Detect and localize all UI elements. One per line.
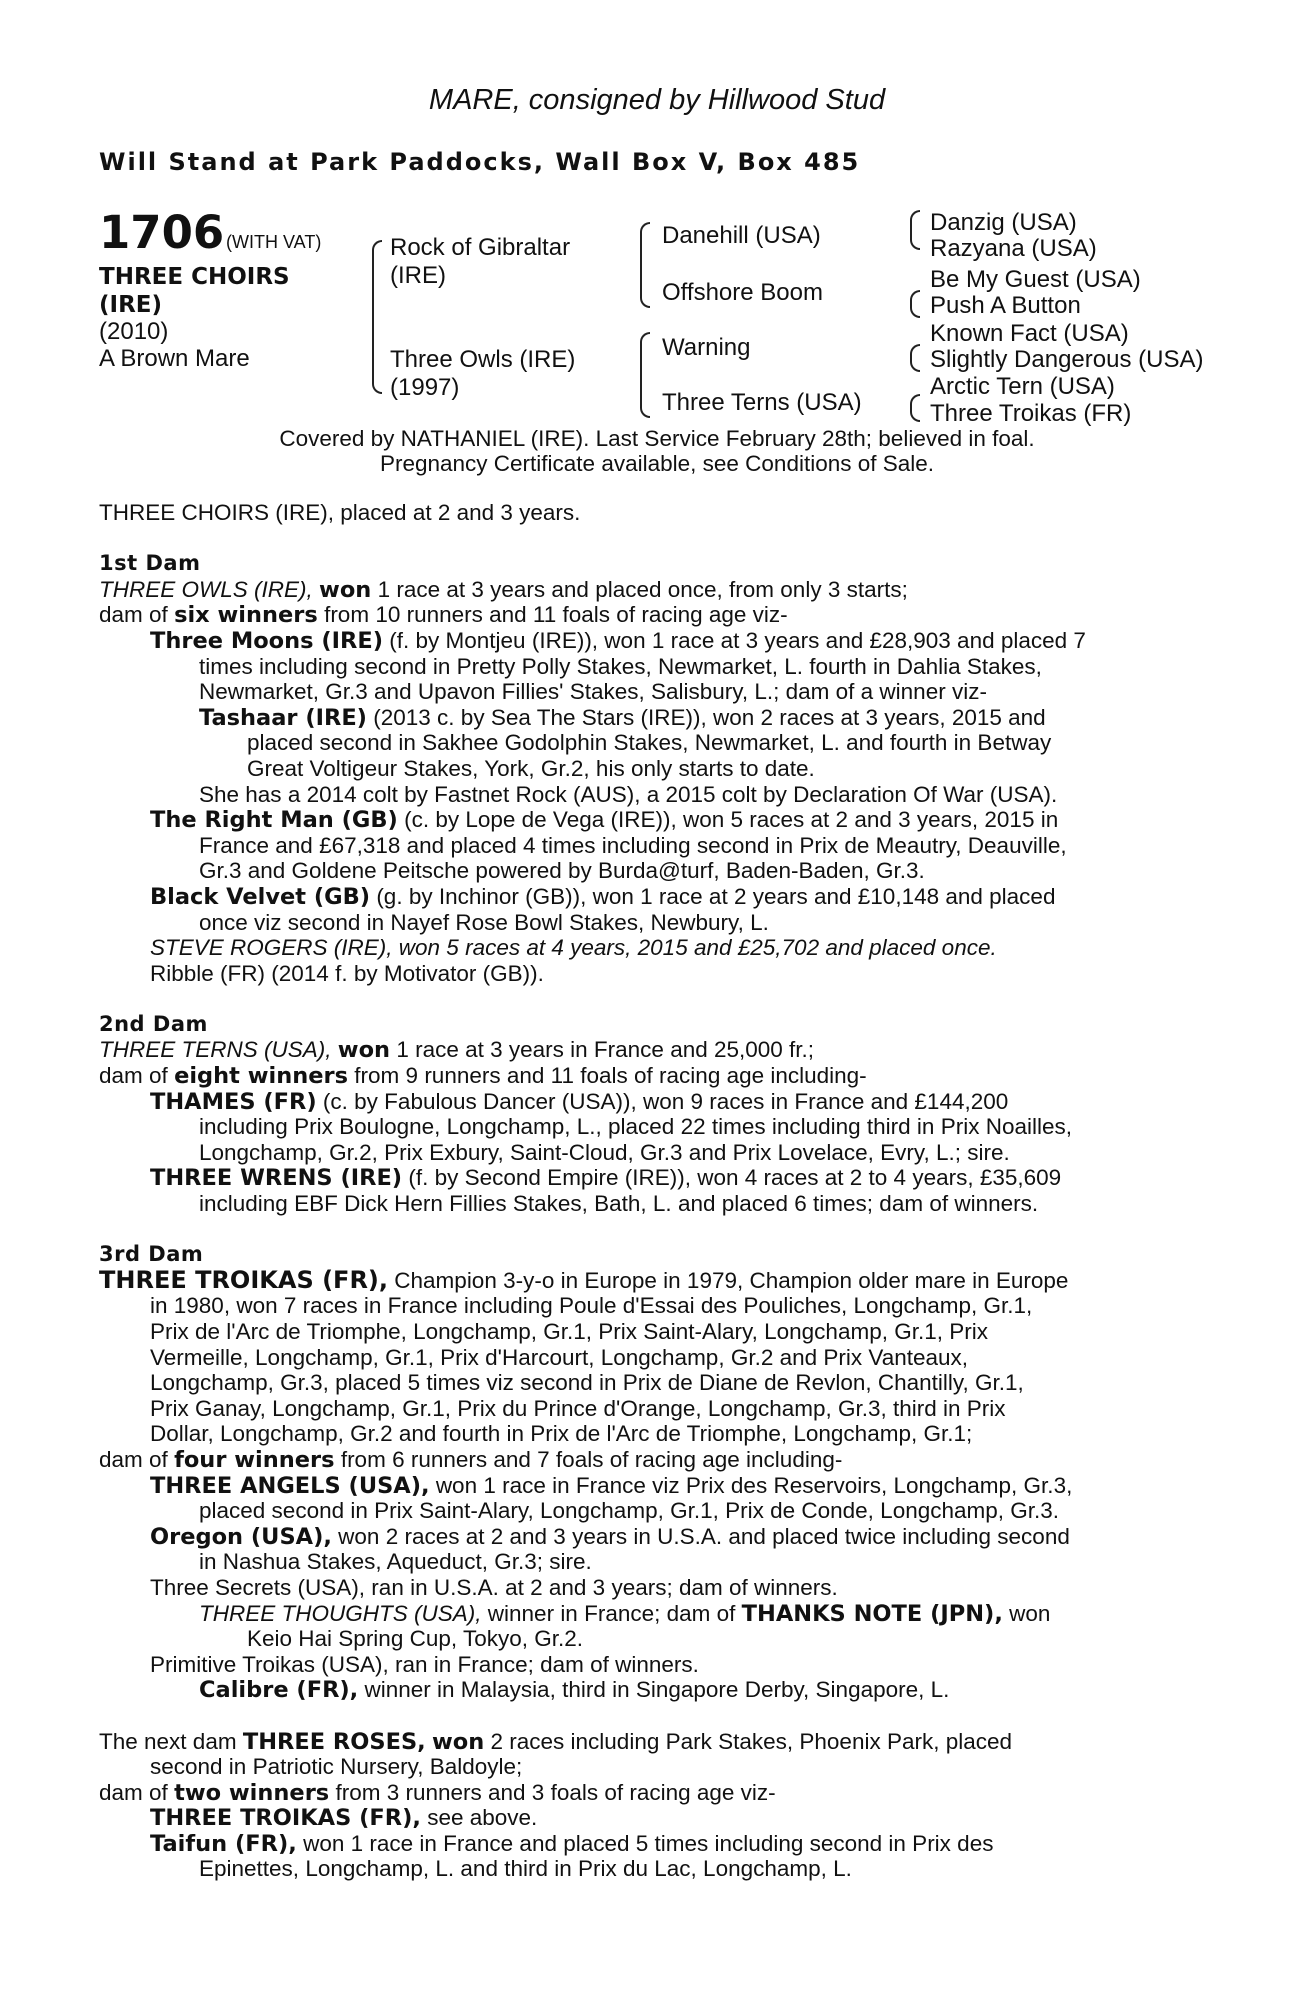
produce-entry: Black Velvet (GB) (g. by Inchinor (GB)), won 1 race at 2 years and £10,148 and placed — [150, 883, 1056, 910]
pedigree-brace — [910, 210, 920, 250]
produce-entry-cont: once viz second in Nayef Rose Bowl Stakes, Newbury, L. — [199, 909, 769, 935]
pedigree-brace — [910, 344, 920, 372]
produce-entry: THREE THOUGHTS (USA), winner in France; dam of THANKS NOTE (JPN), won — [199, 1600, 1051, 1627]
produce-entry: Three Secrets (USA), ran in U.S.A. at 2 and 3 years; dam of winners. — [150, 1574, 838, 1600]
catalogue-body — [99, 500, 1203, 1882]
pedigree-brace — [640, 332, 650, 418]
produce-entry: The Right Man (GB) (c. by Lope de Vega (IRE)), won 5 races at 2 and 3 years, 2015 in — [150, 807, 1059, 834]
produce-entry-cont: times including second in Pretty Polly Stakes, Newmarket, L. fourth in Dahlia Stakes, — [199, 653, 1042, 679]
produce-entry: She has a 2014 colt by Fastnet Rock (AUS), a 2015 colt by Declaration Of War (USA). — [199, 781, 1058, 807]
third-dam-cont: Dollar, Longchamp, Gr.2 and fourth in Prix de l'Arc de Triomphe, Longchamp, Gr.1; — [150, 1421, 973, 1447]
first-dam-heading: 1st Dam — [99, 551, 201, 576]
produce-entry-cont: Longchamp, Gr.2, Prix Exbury, Saint-Cloud, Gr.3 and Prix Lovelace, Evry, L.; sire. — [199, 1139, 1010, 1165]
produce-entry: THREE WRENS (IRE) (f. by Second Empire (IRE)), won 4 races at 2 to 4 years, £35,609 — [150, 1165, 1062, 1192]
next-dam-produce: dam of two winners from 3 runners and 3 foals of racing age viz- — [99, 1779, 776, 1806]
horse-name-country: (IRE) — [99, 292, 163, 318]
horse-description: A Brown Mare — [99, 345, 250, 372]
produce-entry-cont: France and £67,318 and placed 4 times including second in Prix de Meautry, Deauville, — [199, 832, 1067, 858]
g3-8: Three Troikas (FR) — [930, 400, 1132, 427]
produce-entry-cont: placed second in Sakhee Godolphin Stakes, Newmarket, L. and fourth in Betway — [247, 730, 1052, 756]
next-dam-line: The next dam THREE ROSES, won 2 races including Park Stakes, Phoenix Park, placed — [99, 1728, 1013, 1755]
next-dam-cont: second in Patriotic Nursery, Baldoyle; — [150, 1754, 523, 1780]
produce-entry: THREE ANGELS (USA), won 1 race in France viz Prix des Reservoirs, Longchamp, Gr.3, — [150, 1472, 1073, 1499]
dam-sire: Warning — [662, 334, 751, 361]
produce-entry-cont: placed second in Prix Saint-Alary, Longchamp, Gr.1, Prix de Conde, Longchamp, Gr.3. — [199, 1498, 1060, 1524]
pedigree-brace — [372, 240, 382, 394]
third-dam-cont: in 1980, won 7 races in France including Poule d'Essai des Pouliches, Longchamp, Gr.1, — [150, 1293, 1033, 1319]
g3-5: Known Fact (USA) — [930, 320, 1129, 347]
third-dam-heading: 3rd Dam — [99, 1242, 204, 1267]
sire: Rock of Gibraltar — [390, 234, 571, 261]
dam: Three Owls (IRE) — [390, 346, 576, 373]
g3-7: Arctic Tern (USA) — [930, 373, 1115, 400]
stand-location: Will Stand at Park Paddocks, Wall Box V, Box 485 — [99, 148, 861, 176]
third-dam-line: THREE TROIKAS (FR), Champion 3-y-o in Europe in 1979, Champion older mare in Europe — [99, 1265, 1069, 1294]
produce-entry: Taifun (FR), won 1 race in France and placed 5 times including second in Prix des — [150, 1830, 994, 1857]
covered-note: Covered by NATHANIEL (IRE). Last Service February 28th; believed in foal. — [279, 426, 1035, 451]
produce-entry: Oregon (USA), won 2 races at 2 and 3 years in U.S.A. and placed twice including second — [150, 1523, 1070, 1550]
pedigree-brace — [640, 222, 650, 308]
produce-entry-cont: Newmarket, Gr.3 and Upavon Fillies' Stakes, Salisbury, L.; dam of a winner viz- — [199, 679, 987, 705]
pregnancy-note: Pregnancy Certificate available, see Conditions of Sale. — [379, 451, 935, 476]
produce-entry-cont: in Nashua Stakes, Aqueduct, Gr.3; sire. — [199, 1549, 592, 1575]
third-dam-cont: Prix de l'Arc de Triomphe, Longchamp, Gr.1, Prix Saint-Alary, Longchamp, Gr.1, Prix — [150, 1319, 988, 1344]
produce-entry: Calibre (FR), winner in Malaysia, third in Singapore Derby, Singapore, L. — [199, 1677, 950, 1704]
g3-3: Be My Guest (USA) — [930, 266, 1141, 293]
second-dam-heading: 2nd Dam — [99, 1011, 208, 1036]
g3-4: Push A Button — [930, 292, 1081, 319]
first-dam-produce: dam of six winners from 10 runners and 11 foals of racing age viz- — [99, 602, 788, 629]
dam-dam: Three Terns (USA) — [662, 389, 862, 416]
horse-name: THREE CHOIRS — [99, 264, 290, 290]
sire-country: (IRE) — [390, 262, 446, 289]
page-subtitle: MARE, consigned by Hillwood Stud — [428, 84, 886, 116]
g3-6: Slightly Dangerous (USA) — [930, 346, 1204, 373]
produce-entry-cont: including Prix Boulogne, Longchamp, L., placed 22 times including third in Prix Noailles, — [199, 1114, 1072, 1140]
produce-entry-cont: Keio Hai Spring Cup, Tokyo, Gr.2. — [247, 1626, 584, 1652]
produce-entry: THAMES (FR) (c. by Fabulous Dancer (USA)), won 9 races in France and £144,200 — [150, 1088, 1009, 1115]
summary: THREE CHOIRS (IRE), placed at 2 and 3 years. — [99, 500, 581, 525]
produce-entry: Primitive Troikas (USA), ran in France; dam of winners. — [150, 1651, 699, 1677]
dam-year: (1997) — [390, 374, 460, 401]
sire-dam: Offshore Boom — [662, 279, 823, 306]
horse-year: (2010) — [99, 318, 169, 345]
third-dam-produce: dam of four winners from 6 runners and 7 foals of racing age including- — [99, 1446, 843, 1473]
third-dam-cont: Longchamp, Gr.3, placed 5 times viz second in Prix de Diane de Revlon, Chantilly, Gr.1, — [150, 1370, 1024, 1396]
sire-sire: Danehill (USA) — [662, 222, 821, 249]
pedigree-brace — [910, 290, 920, 318]
lot-number: 1706 — [99, 206, 225, 259]
third-dam-cont: Vermeille, Longchamp, Gr.1, Prix d'Harcourt, Longchamp, Gr.2 and Prix Vanteaux, — [150, 1344, 969, 1370]
produce-entry-cont: Great Voltigeur Stakes, York, Gr.2, his only starts to date. — [247, 755, 815, 781]
produce-entry-cont: Epinettes, Longchamp, L. and third in Prix du Lac, Longchamp, L. — [199, 1856, 852, 1882]
third-dam-cont: Prix Ganay, Longchamp, Gr.1, Prix du Prince d'Orange, Longchamp, Gr.3, third in Prix — [150, 1395, 1006, 1421]
g3-1: Danzig (USA) — [930, 209, 1077, 236]
produce-entry: Ribble (FR) (2014 f. by Motivator (GB)). — [150, 960, 544, 986]
produce-entry-cont: including EBF Dick Hern Fillies Stakes, Bath, L. and placed 6 times; dam of winners. — [199, 1191, 1039, 1217]
second-dam-produce: dam of eight winners from 9 runners and 11 foals of racing age including- — [99, 1063, 867, 1090]
first-dam-line: THREE OWLS (IRE), won 1 race at 3 years and placed once, from only 3 starts; — [99, 576, 908, 603]
produce-entry: Three Moons (IRE) (f. by Montjeu (IRE)), won 1 race at 3 years and £28,903 and placed 7 — [150, 627, 1086, 654]
produce-entry: THREE TROIKAS (FR), see above. — [150, 1805, 538, 1832]
produce-entry-cont: Gr.3 and Goldene Peitsche powered by Burda@turf, Baden-Baden, Gr.3. — [199, 858, 925, 884]
vat-note: (WITH VAT) — [226, 232, 322, 252]
g3-2: Razyana (USA) — [930, 235, 1097, 262]
produce-entry: STEVE ROGERS (IRE), won 5 races at 4 years, 2015 and £25,702 and placed once. — [150, 935, 997, 961]
pedigree-brace — [910, 394, 920, 422]
produce-entry: Tashaar (IRE) (2013 c. by Sea The Stars (IRE)), won 2 races at 3 years, 2015 and — [199, 704, 1046, 731]
second-dam-line: THREE TERNS (USA), won 1 race at 3 years in France and 25,000 fr.; — [99, 1037, 815, 1064]
